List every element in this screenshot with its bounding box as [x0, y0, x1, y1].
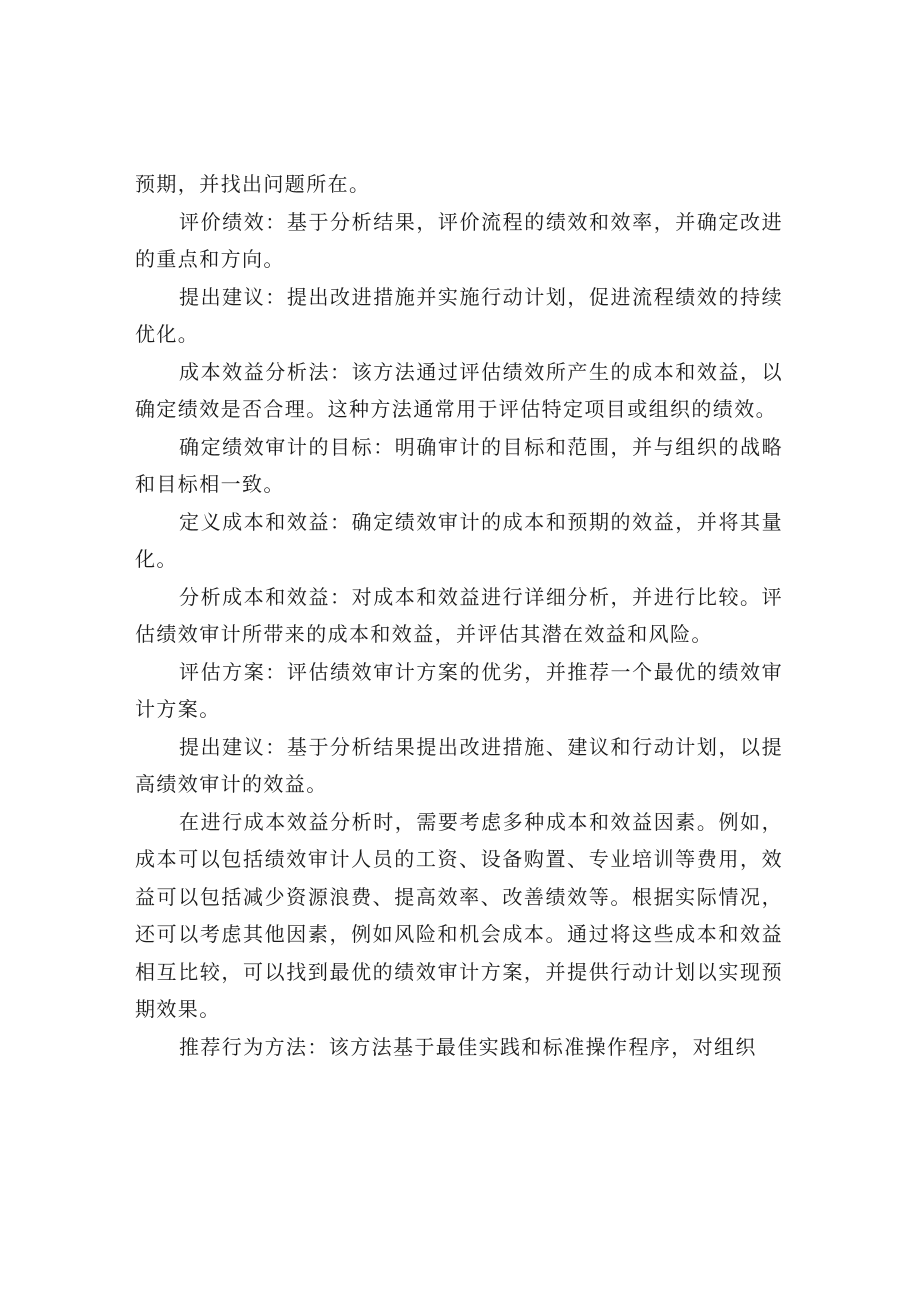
paragraph-6: 定义成本和效益：确定绩效审计的成本和预期的效益，并将其量化。: [135, 509, 783, 571]
paragraph-4: 成本效益分析法：该方法通过评估绩效所产生的成本和效益，以确定绩效是否合理。这种方法通常用于评估特定项目或组织的绩效。: [135, 359, 783, 421]
paragraph-11: 推荐行为方法：该方法基于最佳实践和标准操作程序，对组织: [179, 1034, 757, 1059]
paragraph-1: 预期，并找出问题所在。: [135, 172, 371, 196]
paragraph-9: 提出建议：基于分析结果提出改进措施、建议和行动计划，以提高绩效审计的效益。: [135, 734, 783, 796]
paragraph-3: 提出建议：提出改进措施并实施行动计划，促进流程绩效的持续优化。: [135, 284, 783, 346]
paragraph-2: 评价绩效：基于分析结果，评价流程的绩效和效率，并确定改进的重点和方向。: [135, 209, 783, 271]
document-body: [135, 166, 783, 1066]
paragraph-7: 分析成本和效益：对成本和效益进行详细分析，并进行比较。评估绩效审计所带来的成本和效益，并评估其潜在效益和风险。: [135, 584, 783, 646]
paragraph-10: 在进行成本效益分析时，需要考虑多种成本和效益因素。例如，成本可以包括绩效审计人员的工资、设备购置、专业培训等费用，效益可以包括减少资源浪费、提高效率、改善绩效等。根据实际情况，还可以考虑其他因素，例如风险和机会成本。通过将这些成本和效益相互比较，可以找到最优的绩效审计方案，并提供行动计划以实现预期效果。: [135, 809, 783, 1021]
paragraph-5: 确定绩效审计的目标：明确审计的目标和范围，并与组织的战略和目标相一致。: [135, 434, 783, 496]
paragraph-8: 评估方案：评估绩效审计方案的优劣，并推荐一个最优的绩效审计方案。: [135, 659, 783, 721]
